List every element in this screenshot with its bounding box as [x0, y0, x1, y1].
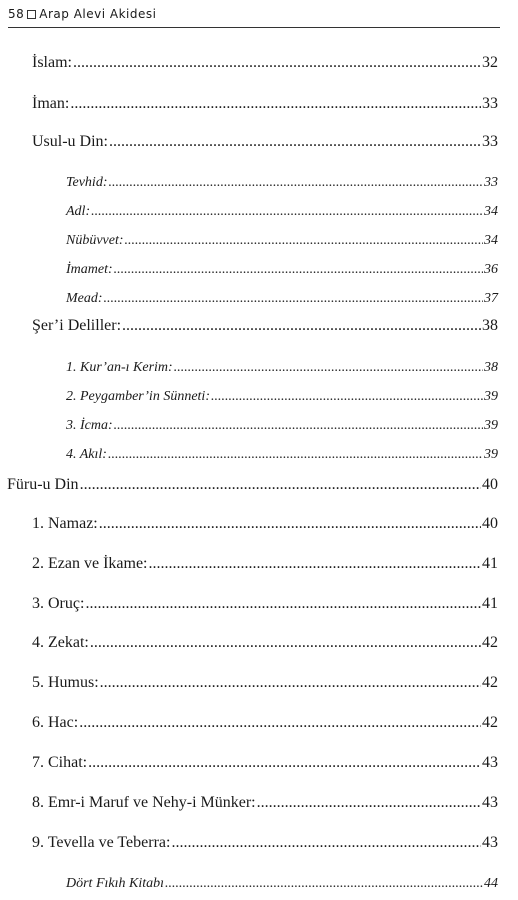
toc-entry-page: 36 [484, 262, 498, 277]
dot-leader [108, 447, 483, 463]
dot-leader [91, 204, 483, 220]
toc-entry[interactable] [32, 634, 498, 652]
toc-entry-label: 3. Oruç: [32, 595, 85, 612]
toc-entry-page: 33 [484, 175, 498, 190]
toc-entry-page: 38 [484, 360, 498, 375]
toc-entry[interactable] [66, 876, 498, 892]
toc-entry-label: 8. Emr-i Maruf ve Nehy-i Münker: [32, 794, 256, 811]
toc-entry-page: 37 [484, 291, 498, 306]
toc-entry-label: Şer’i Deliller: [32, 317, 122, 334]
toc-entry-page: 40 [482, 515, 498, 532]
dot-leader [88, 754, 481, 772]
toc-entry[interactable] [32, 595, 498, 613]
toc-entry-label: 2. Peygamber’in Sünneti: [66, 389, 210, 404]
toc-entry-page: 34 [484, 233, 498, 248]
toc-entry-label: Tevhid: [66, 175, 108, 190]
toc-entry[interactable] [32, 794, 498, 812]
toc-entry-label: Mead: [66, 291, 103, 306]
toc-entry-label: 4. Zekat: [32, 634, 89, 651]
toc-entry-label: 5. Humus: [32, 674, 99, 691]
dot-leader [125, 233, 483, 249]
dot-leader [171, 834, 481, 852]
toc-entry[interactable] [66, 233, 498, 249]
dot-leader [108, 175, 483, 191]
toc-entry-page: 32 [482, 54, 498, 71]
running-header [8, 5, 500, 28]
toc-entry-label: 9. Tevella ve Teberra: [32, 834, 171, 851]
dot-leader [99, 515, 481, 533]
toc-entry[interactable] [66, 418, 498, 434]
toc-entry-page: 39 [484, 389, 498, 404]
toc-entry[interactable] [32, 674, 498, 692]
toc-entry[interactable] [66, 291, 498, 307]
dot-leader [70, 95, 481, 113]
toc-entry[interactable] [32, 95, 498, 113]
toc-entry[interactable] [66, 204, 498, 220]
toc-entry-label: 1. Namaz: [32, 515, 98, 532]
toc-entry[interactable] [32, 317, 498, 335]
dot-leader [80, 476, 481, 494]
toc-entry[interactable] [7, 476, 498, 494]
toc-entry-label: Usul-u Din: [32, 133, 108, 150]
toc-entry-label: Füru-u Din [7, 476, 79, 493]
dot-leader [174, 360, 483, 376]
toc-entry-label: 2. Ezan ve İkame: [32, 555, 148, 572]
dot-leader [73, 54, 481, 72]
toc-entry[interactable] [32, 555, 498, 573]
dot-leader [85, 595, 481, 613]
toc-entry[interactable] [32, 54, 498, 72]
toc-entry-label: İmamet: [66, 262, 113, 277]
toc-entry-page: 42 [482, 674, 498, 691]
toc-entry-page: 39 [484, 447, 498, 462]
toc-entry-page: 33 [482, 133, 498, 150]
dot-leader [90, 634, 481, 652]
dot-leader [79, 714, 481, 732]
toc-entry[interactable] [32, 714, 498, 732]
toc-entry-label: 6. Hac: [32, 714, 79, 731]
toc-entry-label: 3. İcma: [66, 418, 113, 433]
toc-entry-page: 44 [484, 876, 498, 891]
toc-entry[interactable] [66, 262, 498, 278]
toc-entry-page: 43 [482, 794, 498, 811]
toc-entry-page: 42 [482, 714, 498, 731]
dot-leader [257, 794, 481, 812]
dot-leader [149, 555, 482, 573]
toc-entry-page: 38 [482, 317, 498, 334]
dot-leader [100, 674, 481, 692]
toc-entry-label: İman: [32, 95, 70, 112]
dot-leader [109, 133, 481, 151]
toc-entry-label: 4. Akıl: [66, 447, 107, 462]
header-title: Arap Alevi Akidesi [39, 7, 157, 21]
square-separator-icon [27, 10, 36, 19]
header-page-number: 58 [8, 7, 25, 21]
toc-entry-label: İslam: [32, 54, 72, 71]
toc-entry-page: 41 [482, 595, 498, 612]
toc-entry-label: Nübüvvet: [66, 233, 124, 248]
toc-entry[interactable] [66, 447, 498, 463]
toc-entry[interactable] [32, 133, 498, 151]
toc-entry-page: 41 [482, 555, 498, 572]
toc-entry-label: 7. Cihat: [32, 754, 88, 771]
toc-entry[interactable] [32, 754, 498, 772]
toc-entry-label: Adl: [66, 204, 91, 219]
toc-entry-page: 43 [482, 754, 498, 771]
dot-leader [211, 389, 483, 405]
toc-entry-label: 1. Kur’an-ı Kerim: [66, 360, 173, 375]
toc-entry-label: Dört Fıkıh Kitabı [66, 876, 164, 891]
dot-leader [122, 317, 481, 335]
toc-entry[interactable] [66, 360, 498, 376]
toc-entry-page: 39 [484, 418, 498, 433]
toc-entry[interactable] [66, 389, 498, 405]
toc-entry[interactable] [32, 515, 498, 533]
toc-entry[interactable] [66, 175, 498, 191]
toc-entry-page: 42 [482, 634, 498, 651]
toc-entry-page: 33 [482, 95, 498, 112]
dot-leader [114, 418, 483, 434]
dot-leader [104, 291, 483, 307]
dot-leader [114, 262, 483, 278]
toc-entry[interactable] [32, 834, 498, 852]
toc-entry-page: 40 [482, 476, 498, 493]
toc-entry-page: 43 [482, 834, 498, 851]
toc-entry-page: 34 [484, 204, 498, 219]
dot-leader [165, 876, 483, 892]
